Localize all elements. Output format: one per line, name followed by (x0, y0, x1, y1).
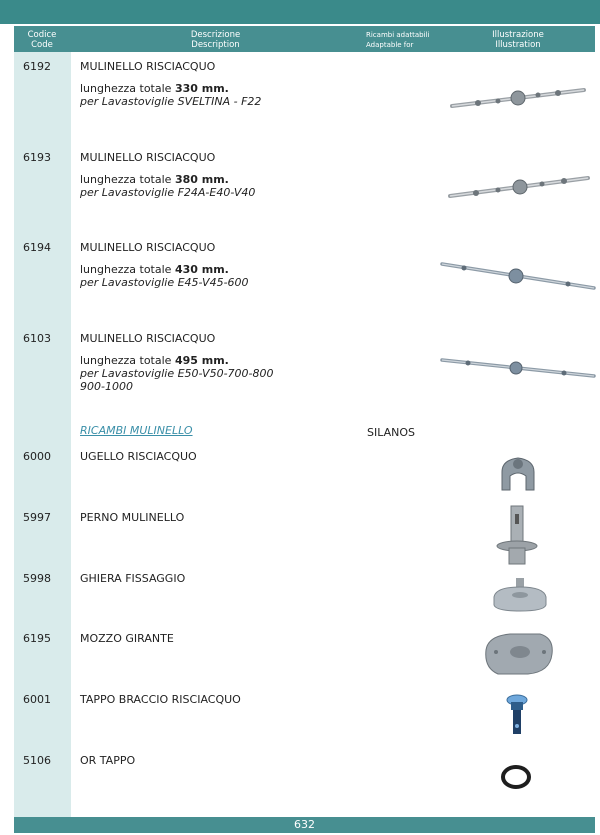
header-code (14, 30, 70, 50)
rinse-arm-image (438, 354, 598, 384)
part-name: MOZZO GIRANTE (80, 632, 174, 645)
item-description (80, 332, 370, 393)
item-name: MULINELLO RISCIACQUO (80, 241, 216, 254)
part-name: OR TAPPO (80, 754, 136, 767)
length-label: lunghezza totale (80, 173, 175, 186)
nozzle-image (494, 450, 542, 496)
part-code: 5106 (23, 754, 51, 767)
compatible-models: per Lavastoviglie E45-V45-600 (80, 276, 249, 289)
item-code: 6193 (23, 151, 51, 164)
item-code: 6192 (23, 60, 51, 73)
part-name: PERNO MULINELLO (80, 511, 185, 524)
item-description (80, 151, 370, 199)
rinse-arm-image (448, 80, 588, 116)
header-desc-it: Descrizione (190, 30, 241, 40)
compatible-models: per Lavastoviglie SVELTINA - F22 (80, 95, 262, 108)
part-code: 5997 (23, 511, 51, 524)
length-label: lunghezza totale (80, 82, 175, 95)
page-footer (14, 817, 595, 833)
part-code: 6001 (23, 693, 51, 706)
header-description (80, 30, 351, 50)
item-name: MULINELLO RISCIACQUO (80, 151, 216, 164)
header-adapt-it: Ricambi adattabili (366, 31, 430, 39)
table-header (14, 26, 595, 52)
item-name: MULINELLO RISCIACQUO (80, 332, 216, 345)
length-value: 430 mm. (174, 263, 229, 276)
pin-image (492, 504, 542, 568)
rinse-arm-image (438, 258, 598, 294)
header-ill-en: Illustration (495, 40, 541, 50)
part-code: 6000 (23, 450, 51, 463)
item-description (80, 60, 370, 108)
header-adaptable (366, 30, 446, 50)
rinse-arm-image (446, 168, 592, 204)
item-name: MULINELLO RISCIACQUO (80, 60, 216, 73)
item-description (80, 241, 370, 289)
compatible-models: per Lavastoviglie E50-V50-700-800 (80, 367, 274, 380)
item-code: 6194 (23, 241, 51, 254)
plug-image (504, 694, 530, 738)
length-value: 495 mm. (174, 354, 229, 367)
length-value: 330 mm. (174, 82, 229, 95)
part-name: UGELLO RISCIACQUO (80, 450, 197, 463)
item-code: 6103 (23, 332, 51, 345)
compatible-models-2: 900-1000 (80, 380, 133, 393)
header-ill-it: Illustrazione (492, 30, 544, 40)
o-ring-image (500, 764, 532, 790)
part-name: GHIERA FISSAGGIO (80, 572, 186, 585)
spare-parts-link[interactable]: RICAMBI MULINELLO (80, 424, 193, 437)
part-code: 6195 (23, 632, 51, 645)
header-code-it: Codice (27, 30, 57, 40)
length-value: 380 mm. (174, 173, 229, 186)
part-code: 5998 (23, 572, 51, 585)
header-code-en: Code (31, 40, 53, 50)
header-desc-en: Description (191, 40, 240, 50)
top-bar (0, 0, 600, 24)
brand-label: SILANOS (367, 426, 416, 439)
length-label: lunghezza totale (80, 354, 175, 367)
part-name: TAPPO BRACCIO RISCIACQUO (80, 693, 241, 706)
page-number: 632 (294, 818, 315, 831)
ring-nut-image (490, 577, 550, 613)
header-illustration (472, 30, 564, 50)
hub-image (482, 628, 556, 680)
length-label: lunghezza totale (80, 263, 175, 276)
header-adapt-en: Adaptable for (366, 41, 414, 49)
compatible-models: per Lavastoviglie F24A-E40-V40 (80, 186, 256, 199)
